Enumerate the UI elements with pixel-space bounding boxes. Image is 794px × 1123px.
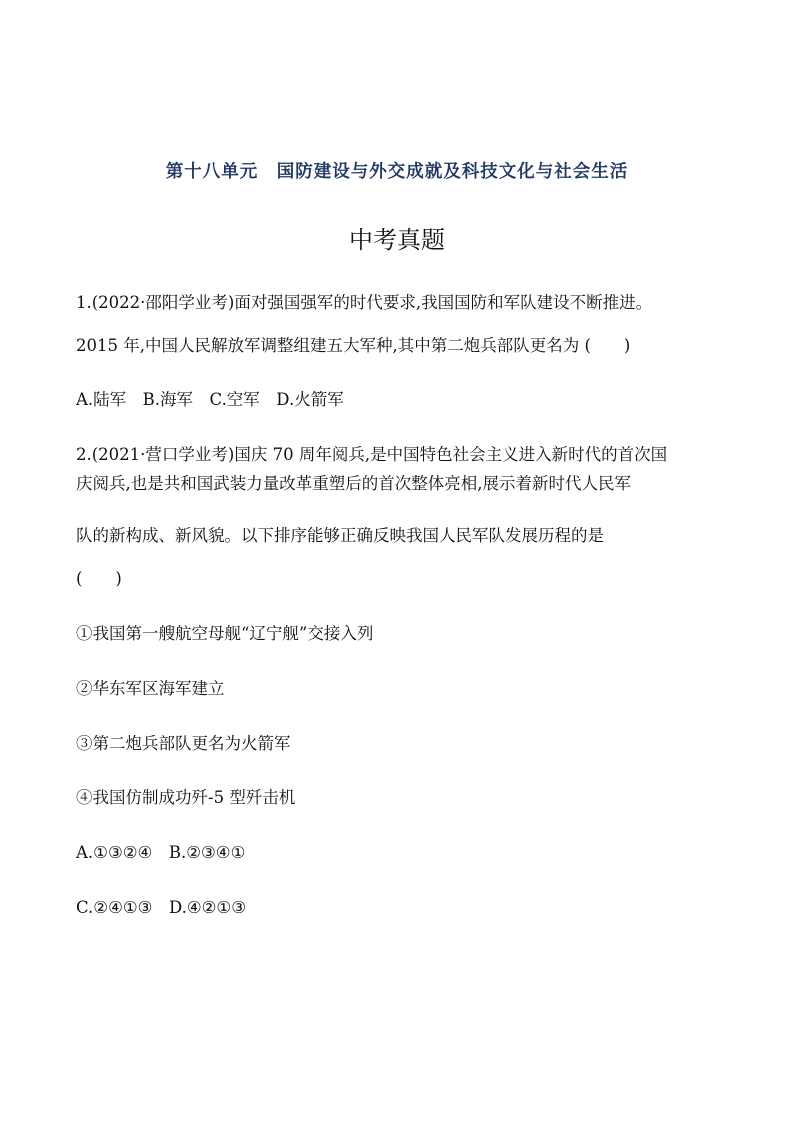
question-1-line-2: 2015 年,中国人民解放军调整组建五大军种,其中第二炮兵部队更名为 ( ) [76, 336, 631, 355]
question-2-line-4: ( ) [76, 569, 122, 588]
question-2-line-3: 队的新构成、新风貌。以下排序能够正确反映我国人民军队发展历程的是 [76, 526, 604, 545]
question-2-item-1: ①我国第一艘航空母舰“辽宁舰”交接入列 [76, 624, 374, 643]
question-2-item-2: ②华东军区海军建立 [76, 679, 225, 698]
question-1-line-1: 1.(2022·邵阳学业考)面对强国强军的时代要求,我国国防和军队建设不断推进。 [76, 293, 653, 312]
question-1-options: A.陆军 B.海军 C.空军 D.火箭军 [76, 390, 344, 409]
question-2-item-3: ③第二炮兵部队更名为火箭军 [76, 734, 291, 753]
unit-title: 第十八单元 国防建设与外交成就及科技文化与社会生活 [165, 162, 629, 182]
section-title: 中考真题 [349, 226, 445, 254]
question-2-options-1: A.①③②④ B.②③④① [76, 843, 246, 862]
question-2-line-2: 庆阅兵,也是共和国武装力量改革重塑后的首次整体亮相,展示着新时代人民军 [76, 474, 631, 493]
question-2-line-1: 2.(2021·营口学业考)国庆 70 周年阅兵,是中国特色社会主义进入新时代的首次国 [76, 445, 668, 464]
question-2-options-2: C.②④①③ D.④②①③ [76, 898, 247, 917]
question-2-item-4: ④我国仿制成功歼-5 型歼击机 [76, 788, 296, 807]
